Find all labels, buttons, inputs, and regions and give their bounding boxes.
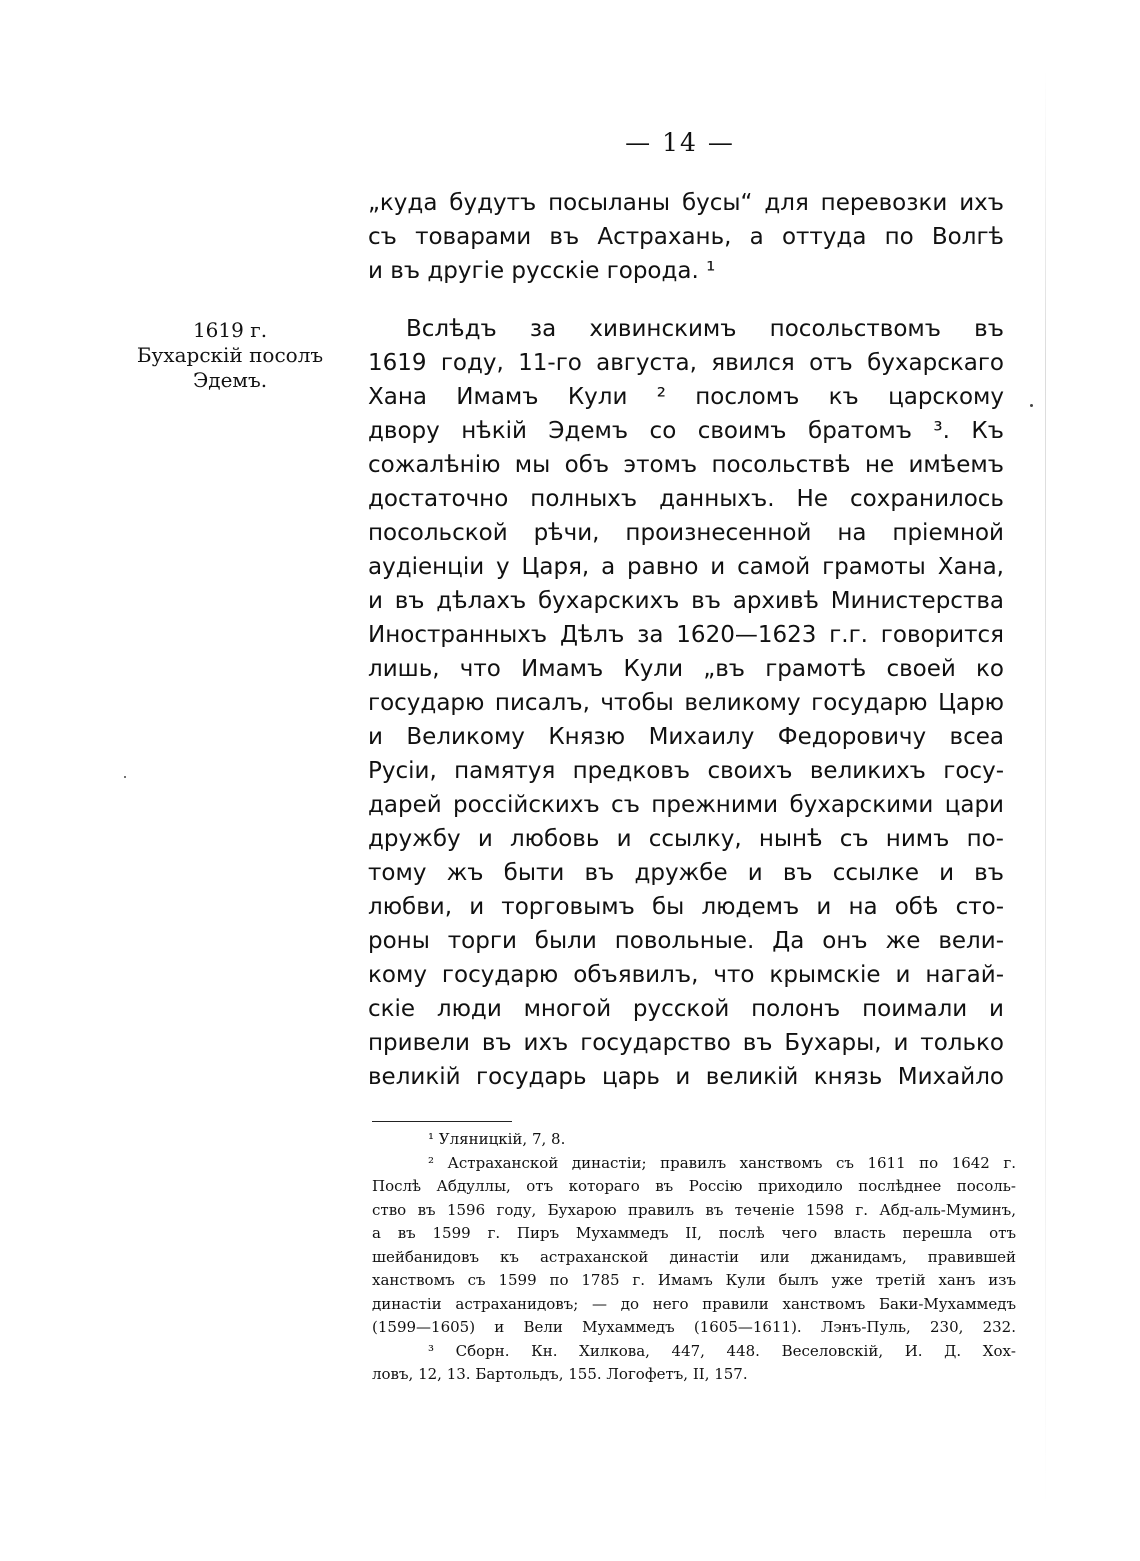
scan-speck xyxy=(1030,404,1033,407)
scan-speck xyxy=(124,776,126,778)
text-line: Иностранныхъ Дѣлъ за 1620—1623 г.г. говорится xyxy=(368,622,1004,648)
footnote-line: ¹ Уляницкій, 7, 8. xyxy=(428,1130,566,1148)
text-line: скіе люди многой русской полонъ поимали и xyxy=(368,996,1004,1022)
text-line: „куда будутъ посыланы бусы“ для перевозки ихъ xyxy=(368,190,1004,216)
text-line: и въ дѣлахъ бухарскихъ въ архивѣ Министерства xyxy=(368,588,1004,614)
text-line: Русіи, памятуя предковъ своихъ великихъ госу- xyxy=(368,758,1004,784)
footnote-separator xyxy=(372,1121,512,1122)
text-line: роны торги были повольные. Да онъ же вели- xyxy=(368,928,1004,954)
footnote-line: ханствомъ съ 1599 по 1785 г. Имамъ Кули былъ уже третій ханъ изъ xyxy=(372,1271,1016,1289)
text-line: и въ другіе русскіе города. ¹ xyxy=(368,258,716,284)
text-line: дружбу и любовь и ссылку, нынѣ съ нимъ по- xyxy=(368,826,1004,852)
footnote-line: династіи астраханидовъ; — до него правили ханствомъ Баки-Мухаммедъ xyxy=(372,1294,1016,1313)
text-line: 1619 году, 11-го августа, явился отъ бухарскаго xyxy=(368,350,1004,376)
footnote-line: ство въ 1596 году, Бухарою правилъ въ теченіе 1598 г. Абд-аль-Муминъ, xyxy=(372,1200,1016,1219)
text-line: лишь, что Имамъ Кули „въ грамотѣ своей ко xyxy=(368,656,1004,682)
text-line: Хана Имамъ Кули ² посломъ къ царскому xyxy=(368,384,1004,410)
margin-note xyxy=(110,318,350,393)
main-paragraph xyxy=(368,312,1004,1094)
text-line: дарей россійскихъ съ прежними бухарскими цари xyxy=(368,792,1004,818)
text-line: съ товарами въ Астрахань, а оттуда по Волгѣ xyxy=(368,224,1004,250)
text-line: сожалѣнію мы объ этомъ посольствѣ не имѣемъ xyxy=(368,452,1004,478)
footnotes xyxy=(372,1128,1016,1387)
text-line: достаточно полныхъ данныхъ. Не сохранилось xyxy=(368,486,1004,512)
footnote-line: а въ 1599 г. Пиръ Мухаммедъ II, послѣ чего власть перешла отъ xyxy=(372,1224,1016,1242)
text-line: великій государь царь и великій князь Михайло xyxy=(368,1064,1004,1090)
text-line: и Великому Князю Михаилу Федоровичу всеа xyxy=(368,724,1004,750)
margin-note-line: Бухарскій посолъ xyxy=(136,343,324,367)
footnote-line: (1599—1605) и Вели Мухаммедъ (1605—1611). Лэнъ-Пуль, 230, 232. xyxy=(372,1318,1016,1336)
footnote-line: ² Астраханской династіи; правилъ ханствомъ съ 1611 по 1642 г. xyxy=(428,1153,1016,1172)
footnote-line: ловъ, 12, 13. Бартольдъ, 155. Логофетъ, II, 157. xyxy=(372,1365,748,1383)
text-line: Вслѣдъ за хивинскимъ посольствомъ въ xyxy=(406,316,1004,342)
margin-note-line: 1619 г. xyxy=(192,318,268,342)
page-number: — 14 — xyxy=(625,128,735,157)
text-line: аудіенціи у Царя, а равно и самой грамоты Хана, xyxy=(368,554,1004,580)
footnote-line: шейбанидовъ къ астраханской династіи или джанидамъ, правившей xyxy=(372,1247,1016,1266)
text-line: кому государю объявилъ, что крымскіе и нагай- xyxy=(368,962,1004,988)
text-line: тому жъ быти въ дружбе и въ ссылке и въ xyxy=(368,860,1004,886)
margin-note-line: Эдемъ. xyxy=(192,368,268,392)
footnote-line: Послѣ Абдуллы, отъ котораго въ Россію приходило послѣднее посоль- xyxy=(372,1177,1016,1195)
text-line: посольской рѣчи, произнесенной на пріемной xyxy=(368,520,1004,546)
text-line: любви, и торговымъ бы людемъ и на обѣ сто- xyxy=(368,894,1004,920)
text-line: двору нѣкій Эдемъ со своимъ братомъ ³. Къ xyxy=(368,418,1004,444)
text-line: государю писалъ, чтобы великому государю Царю xyxy=(368,690,1004,716)
text-line: привели въ ихъ государство въ Бухары, и только xyxy=(368,1030,1004,1056)
intro-paragraph xyxy=(368,186,1004,288)
scan-edge-shadow xyxy=(1045,70,1046,1510)
footnote-line: ³ Сборн. Кн. Хилкова, 447, 448. Веселовскій, И. Д. Хох- xyxy=(428,1341,1016,1360)
